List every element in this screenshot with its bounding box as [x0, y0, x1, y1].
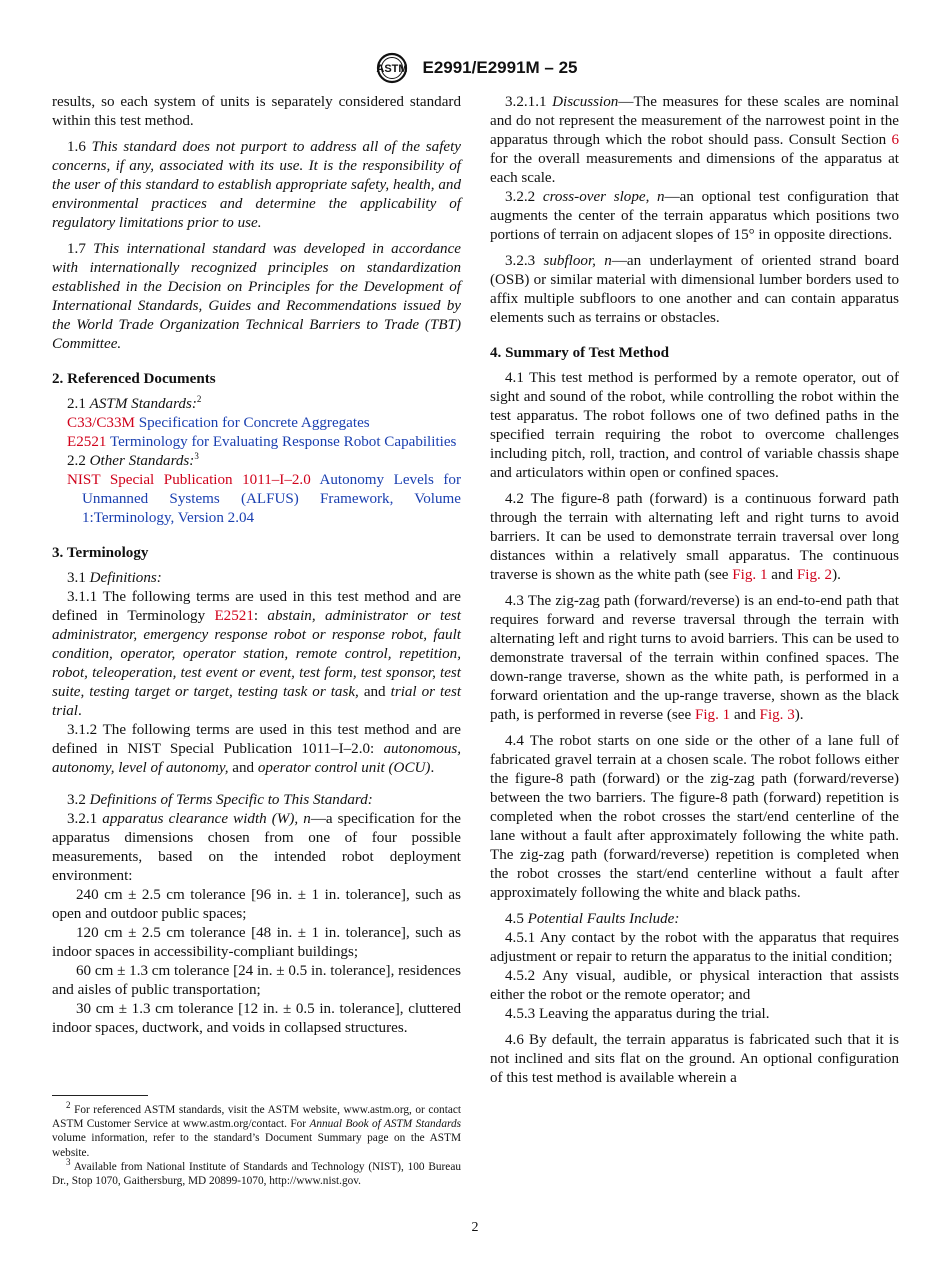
standard-number: E2991/E2991M – 25 [422, 58, 578, 77]
footnote-divider [52, 1095, 148, 1096]
link-e2521[interactable]: E2521 [214, 608, 254, 624]
link-fig-3[interactable]: Fig. 3 [759, 707, 795, 723]
section-1-7: 1.7 This international standard was developed in accordance with internationally recognized principles on standardization established in the Decision on Principles for the Development of International Standards, Guides and Recommendations issued by the World Trade Organization Technical Barriers to Trade (TBT) Committee. [52, 241, 461, 352]
reference-nist[interactable]: NIST Special Publication 1011–I–2.0 Autonomy Levels for Unmanned Systems (ALFUS) Framework, Volume 1:Terminology, Version 2.04 [67, 472, 461, 526]
section-2-1: 2.1 ASTM Standards:$^2$ [67, 393, 202, 412]
footnotes [52, 1100, 461, 1188]
section-4-3: 4.3 The zig-zag path (forward/reverse) is an end-to-end path that requires forward and reverse traversal through the terrain with alternating left and right turns to avoid barriers. This can be used to demonstrate traversal of the terrain within confined spaces. The down-range traverse, shown as the white path, is performed in a forward orientation and the up-range traverse, shown as the black path, is performed in reverse (see Fig. 1 and Fig. 3). [490, 593, 899, 723]
section-2-2: 2.2 Other Standards:$^3$ [67, 450, 199, 469]
page-number: 2 [471, 1220, 479, 1235]
section-3-2-2: 3.2.2 cross-over slope, n—an optional test configuration that augments the center of the terrain apparatus which positions two portions of terrain on adjacent slopes of 15° in opposite directions. [490, 189, 900, 243]
section-4-5: 4.5 Potential Faults Include: [505, 911, 680, 927]
tolerance-30: 30 cm ± 1.3 cm tolerance [12 in. ± 0.5 in. tolerance], cluttered indoor spaces, ductwork, and voids in collapsed structures. [52, 1001, 461, 1036]
link-fig-1[interactable]: Fig. 1 [732, 567, 768, 583]
link-fig-1[interactable]: Fig. 1 [694, 707, 731, 723]
section-3-2-1: 3.2.1 apparatus clearance width (W), n—a specification for the apparatus dimensions chosen from one of four possible measurements, based on the intended robot deployment environment: [52, 811, 461, 884]
footnote-3: $^3$ Available from National Institute of Standards and Technology (NIST), 100 Bureau Dr., Stop 1070, Gaithersburg, MD 20899-1070, http://www.nist.gov. [52, 1157, 461, 1188]
reference-e2521[interactable]: E2521 Terminology for Evaluating Response Robot Capabilities [67, 434, 457, 450]
section-1-6: 1.6 This standard does not purport to address all of the safety concerns, if any, associated with its use. It is the responsibility of the user of this standard to establish appropriate safety, health, and environmental practices and determine the applicability of regulatory limitations prior to use. [52, 139, 462, 231]
svg-text:ASTM: ASTM [376, 63, 409, 75]
section-3-2: 3.2 Definitions of Terms Specific to This Standard: [67, 792, 373, 808]
footnote-2: $^2$ For referenced ASTM standards, visit the ASTM website, www.astm.org, or contact ASTM Customer Service at www.astm.org/contact. For Annual Book of ASTM Standards volume information, refer to the standard’s Document Summary page on the ASTM website. [52, 1100, 461, 1159]
section-3-2-1-1: 3.2.1.1 Discussion—The measures for these scales are nominal and do not represent the measurement of the narrowest point in the apparatus through which the robot should pass. Consult Section 6 for the overall measurements and dimensions of the apparatus at each scale. [490, 94, 900, 186]
page-header [0, 52, 950, 86]
section-4-4: 4.4 The robot starts on one side or the other of a lane full of fabricated gravel terrain at a chosen scale. The robot follows either the figure-8 path (forward) or the zig-zag path (forward/reverse) between the two barriers. The figure-8 path (forward) repetition is completed when the robot crosses the start/end centerline of the lane without a fault after approximately following the white path. The zig-zag path (forward/reverse) repetition is completed when the robot crosses the start/end centerline without a fault after approximately following the white and black paths. [490, 733, 899, 901]
link-section-6[interactable]: 6 [891, 132, 899, 148]
section-4-heading: 4. Summary of Test Method [490, 345, 670, 361]
units-paragraph: results, so each system of units is separately considered standard within this test method. [52, 94, 461, 129]
link-fig-2[interactable]: Fig. 2 [796, 567, 833, 583]
section-3-1: 3.1 Definitions: [67, 570, 162, 586]
section-4-1: 4.1 This test method is performed by a remote operator, out of sight and sound of the robot, while controlling the robot within the test apparatus. The robot follows one of two defined paths in the specified terrain requiring the robot to overcome challenges including pitch, roll, traction, and control of variable chassis shape and articulators within open or confined spaces. [490, 370, 899, 481]
section-3-2-3: 3.2.3 subfloor, n—an underlayment of oriented strand board (OSB) or similar material with dimensional lumber borders used to affix multiple subfloors to one another and can contain apparatus elements such as terrains or obstacles. [490, 253, 899, 326]
tolerance-120: 120 cm ± 2.5 cm tolerance [48 in. ± 1 in. tolerance], such as indoor spaces in accessibility-compliant buildings; [52, 925, 461, 960]
left-column [52, 93, 461, 1038]
section-3-1-2: 3.1.2 The following terms are used in this test method and are defined in NIST Special Publication 1011–I–2.0: autonomous, autonomy, level of autonomy, and operator control unit (OCU). [52, 722, 462, 776]
section-3-heading: 3. Terminology [52, 545, 149, 561]
right-column [490, 93, 899, 1088]
tolerance-60: 60 cm ± 1.3 cm tolerance [24 in. ± 0.5 in. tolerance], residences and aisles of public transportation; [52, 963, 461, 998]
section-4-5-3: 4.5.3 Leaving the apparatus during the trial. [505, 1006, 770, 1022]
section-4-5-2: 4.5.2 Any visual, audible, or physical interaction that assists either the robot or the remote operator; and [490, 968, 899, 1003]
section-3-1-1: 3.1.1 The following terms are used in this test method and are defined in Terminology E2521: abstain, administrator or test administrator, emergency response robot or response robot, fault condition, operator, operator station, remote control, repetition, robot, teleoperation, test event or event, test form, test sponsor, test suite, testing target or target, testing task or task, and trial or test trial. [52, 589, 462, 719]
astm-logo-icon [372, 52, 412, 84]
section-2-heading: 2. Referenced Documents [52, 371, 216, 387]
section-4-5-1: 4.5.1 Any contact by the robot with the apparatus that requires adjustment or repair to return the apparatus to the initial condition; [490, 930, 899, 965]
tolerance-240: 240 cm ± 2.5 cm tolerance [96 in. ± 1 in. tolerance], such as open and outdoor public spaces; [52, 887, 461, 922]
section-4-6: 4.6 By default, the terrain apparatus is fabricated such that it is not inclined and sits flat on the ground. An optional configuration of this test method is available wherein a [490, 1032, 899, 1086]
section-4-2: 4.2 The figure-8 path (forward) is a continuous forward path through the terrain with alternating left and right turns to avoid barriers. It can be used to demonstrate terrain traversal over long distances within a relatively small apparatus. The continuous traverse is shown as the white path (see Fig. 1 and Fig. 2). [490, 491, 899, 583]
reference-c33[interactable]: C33/C33M Specification for Concrete Aggregates [67, 415, 370, 431]
